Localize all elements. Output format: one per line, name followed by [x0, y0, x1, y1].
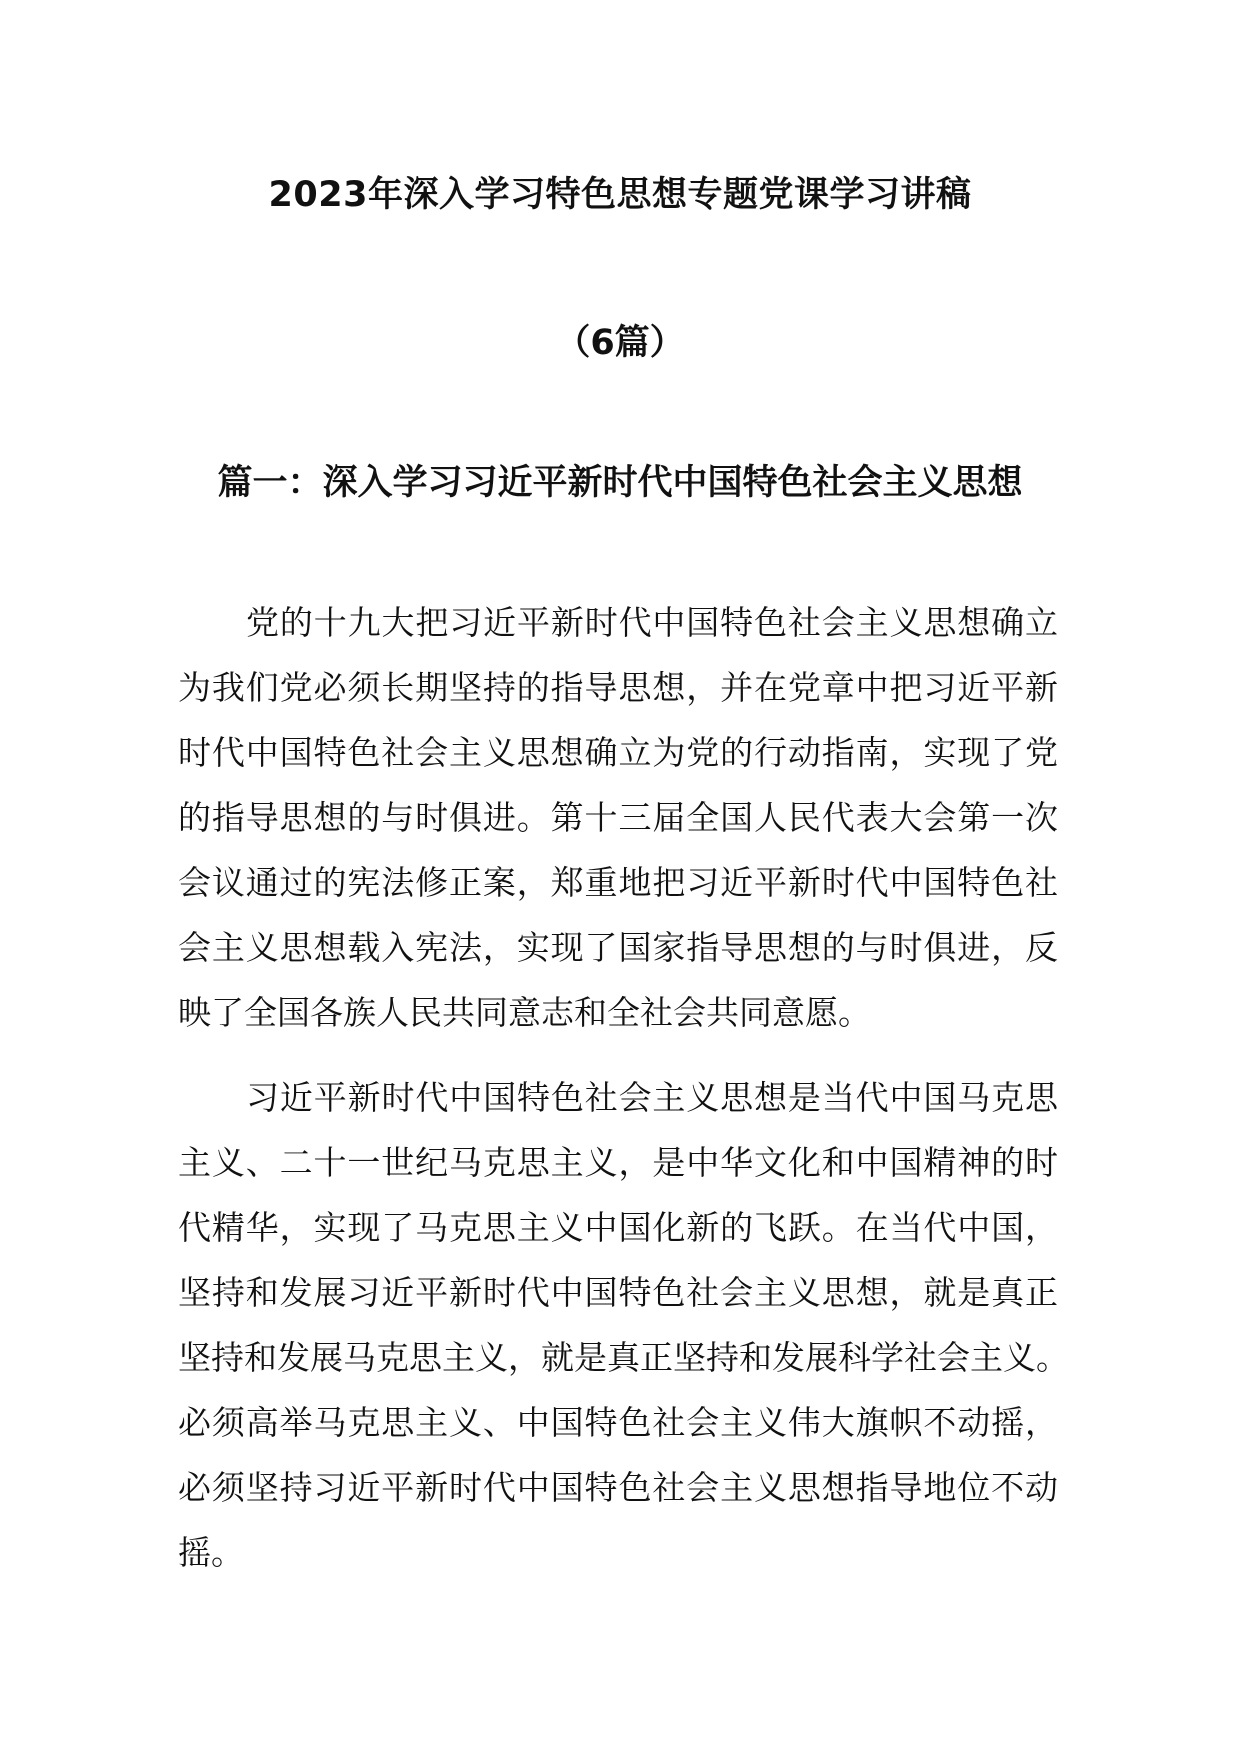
paragraph-line: 时代中国特色社会主义思想确立为党的行动指南，实现了党: [178, 733, 1058, 772]
paragraph-line: 代精华，实现了马克思主义中国化新的飞跃。在当代中国，: [178, 1208, 1058, 1247]
document-body: [178, 590, 1069, 1585]
paragraph-1: [178, 590, 1058, 1045]
document-subtitle: （6篇）: [555, 323, 685, 363]
paragraph-line: 为我们党必须长期坚持的指导思想，并在党章中把习近平新: [178, 668, 1058, 707]
section-heading: 篇一：深入学习习近平新时代中国特色社会主义思想: [217, 463, 1023, 503]
paragraph-line: 映了全国各族人民共同意志和全社会共同意愿。: [178, 993, 871, 1032]
paragraph-line: 党的十九大把习近平新时代中国特色社会主义思想确立: [246, 603, 1058, 642]
paragraph-line: 坚持和发展习近平新时代中国特色社会主义思想，就是真正: [178, 1273, 1058, 1312]
paragraph-2: [178, 1065, 1069, 1585]
paragraph-line: 的指导思想的与时俱进。第十三届全国人民代表大会第一次: [178, 798, 1058, 837]
paragraph-line: 摇。: [178, 1533, 244, 1572]
paragraph-line: 坚持和发展马克思主义，就是真正坚持和发展科学社会主义。: [178, 1338, 1069, 1377]
paragraph-line: 必须高举马克思主义、中国特色社会主义伟大旗帜不动摇，: [178, 1403, 1058, 1442]
paragraph-line: 习近平新时代中国特色社会主义思想是当代中国马克思: [246, 1078, 1058, 1117]
paragraph-line: 必须坚持习近平新时代中国特色社会主义思想指导地位不动: [178, 1468, 1058, 1507]
document-title: 2023年深入学习特色思想专题党课学习讲稿: [268, 175, 972, 215]
paragraph-line: 会主义思想载入宪法，实现了国家指导思想的与时俱进，反: [178, 928, 1058, 967]
paragraph-line: 主义、二十一世纪马克思主义，是中华文化和中国精神的时: [178, 1143, 1058, 1182]
paragraph-line: 会议通过的宪法修正案，郑重地把习近平新时代中国特色社: [178, 863, 1058, 902]
